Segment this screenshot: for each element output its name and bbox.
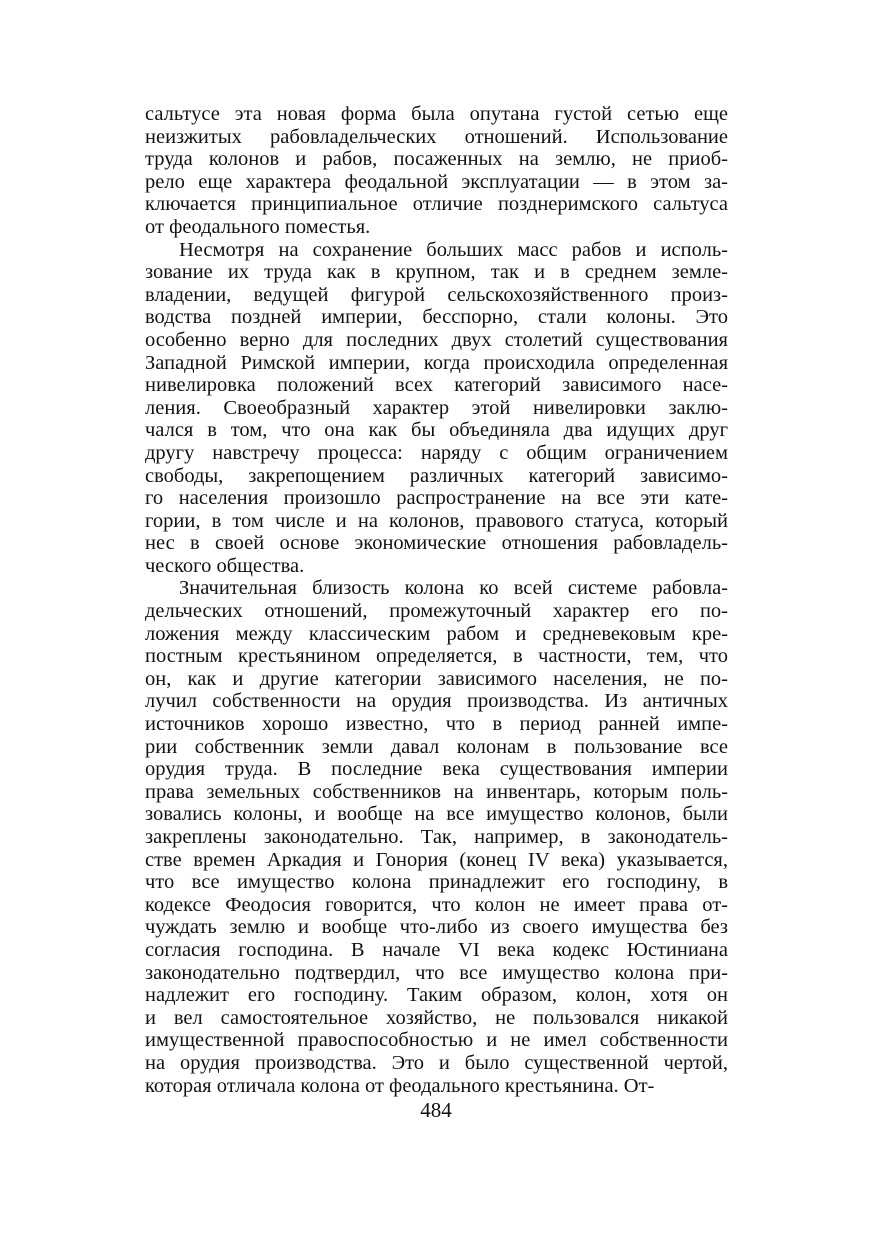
- text-line: ления. Своеобразный характер этой нивелировки заклю-: [145, 396, 728, 419]
- text-line: труда колонов и рабов, посаженных на землю, не приоб-: [145, 148, 728, 171]
- text-line: согласия господина. В начале VI века кодекс Юстиниана: [145, 938, 728, 961]
- page-number: 484: [420, 1098, 452, 1122]
- text-line: что все имущество колона принадлежит его господину, в: [145, 871, 728, 894]
- text-line: рии собственник земли давал колонам в пользование все: [145, 735, 728, 758]
- text-line: стве времен Аркадия и Гонория (конец IV века) указывается,: [145, 848, 728, 871]
- text-line: закреплены законодательно. Так, например, в законодатель-: [145, 826, 728, 848]
- text-line: сальтусе эта новая форма была опутана густой сетью еще: [145, 103, 728, 125]
- text-line: он, как и другие категории зависимого населения, не по-: [145, 667, 728, 690]
- text-line: кодексе Феодосия говорится, что колон не имеет права от-: [145, 893, 728, 916]
- text-line: го населения произошло распространение на все эти кате-: [145, 487, 728, 510]
- text-line: орудия труда. В последние века существования империи: [145, 758, 728, 781]
- text-line: зование их труда как в крупном, так и в среднем земле-: [145, 261, 728, 284]
- text-line: свободы, закрепощением различных категорий зависимо-: [145, 464, 728, 487]
- text-line: дельческих отношений, промежуточный характер его по-: [145, 600, 728, 623]
- text-line: которая отличала колона от феодального крестьянина. От-: [145, 1074, 655, 1097]
- text-line: Западной Римской империи, когда происходила определенная: [145, 351, 728, 374]
- text-line: другу навстречу процесса: наряду с общим ограничением: [145, 441, 728, 464]
- body-text: [145, 103, 728, 1097]
- text-line: лучил собственности на орудия производства. Из античных: [145, 690, 728, 713]
- text-line: рело еще характера феодальной эксплуатации — в этом за-: [145, 170, 728, 193]
- text-line: и вел самостоятельное хозяйство, не пользовался никакой: [145, 1006, 728, 1029]
- text-line: ключается принципиальное отличие позднеримского сальтуса: [145, 193, 728, 216]
- text-line: водства поздней империи, бесспорно, стали колоны. Это: [145, 306, 728, 329]
- text-line: нивелировка положений всех категорий зависимого насе-: [145, 374, 728, 397]
- text-line: чался в том, что она как бы объединяла два идущих друг: [145, 419, 728, 442]
- text-line: гории, в том числе и на колонов, правового статуса, который: [145, 509, 728, 532]
- text-line: нес в своей основе экономические отношения рабовладель-: [145, 532, 728, 555]
- text-line: законодательно подтвердил, что все имущество колона при-: [145, 961, 728, 984]
- text-line: владении, ведущей фигурой сельскохозяйственного произ-: [145, 283, 728, 306]
- paragraph: [145, 577, 728, 1097]
- text-line: источников хорошо известно, что в период ранней импе-: [145, 713, 728, 736]
- text-line: права земельных собственников на инвентарь, которым поль-: [145, 780, 728, 803]
- paragraph: [145, 239, 728, 578]
- text-line: Значительная близость колона ко всей системе рабовла-: [179, 577, 728, 600]
- text-line: надлежит его господину. Таким образом, колон, хотя он: [145, 984, 728, 1007]
- text-line: особенно верно для последних двух столетий существования: [145, 328, 728, 351]
- paragraph: [145, 103, 728, 239]
- text-line: зовались колоны, и вообще на все имущество колонов, были: [145, 803, 728, 826]
- text-line: от феодального поместья.: [145, 215, 371, 238]
- text-line: неизжитых рабовладельческих отношений. Использование: [145, 125, 728, 148]
- text-line: постным крестьянином определяется, в частности, тем, что: [145, 645, 728, 668]
- text-line: ческого общества.: [145, 554, 305, 577]
- text-line: Несмотря на сохранение больших масс рабов и исполь-: [179, 238, 728, 261]
- text-line: ложения между классическим рабом и средневековым кре-: [145, 622, 728, 645]
- text-line: на орудия производства. Это и было существенной чертой,: [145, 1051, 728, 1074]
- text-line: чуждать землю и вообще что-либо из своего имущества без: [145, 916, 728, 939]
- text-line: имущественной правоспособностью и не имел собственности: [145, 1029, 728, 1052]
